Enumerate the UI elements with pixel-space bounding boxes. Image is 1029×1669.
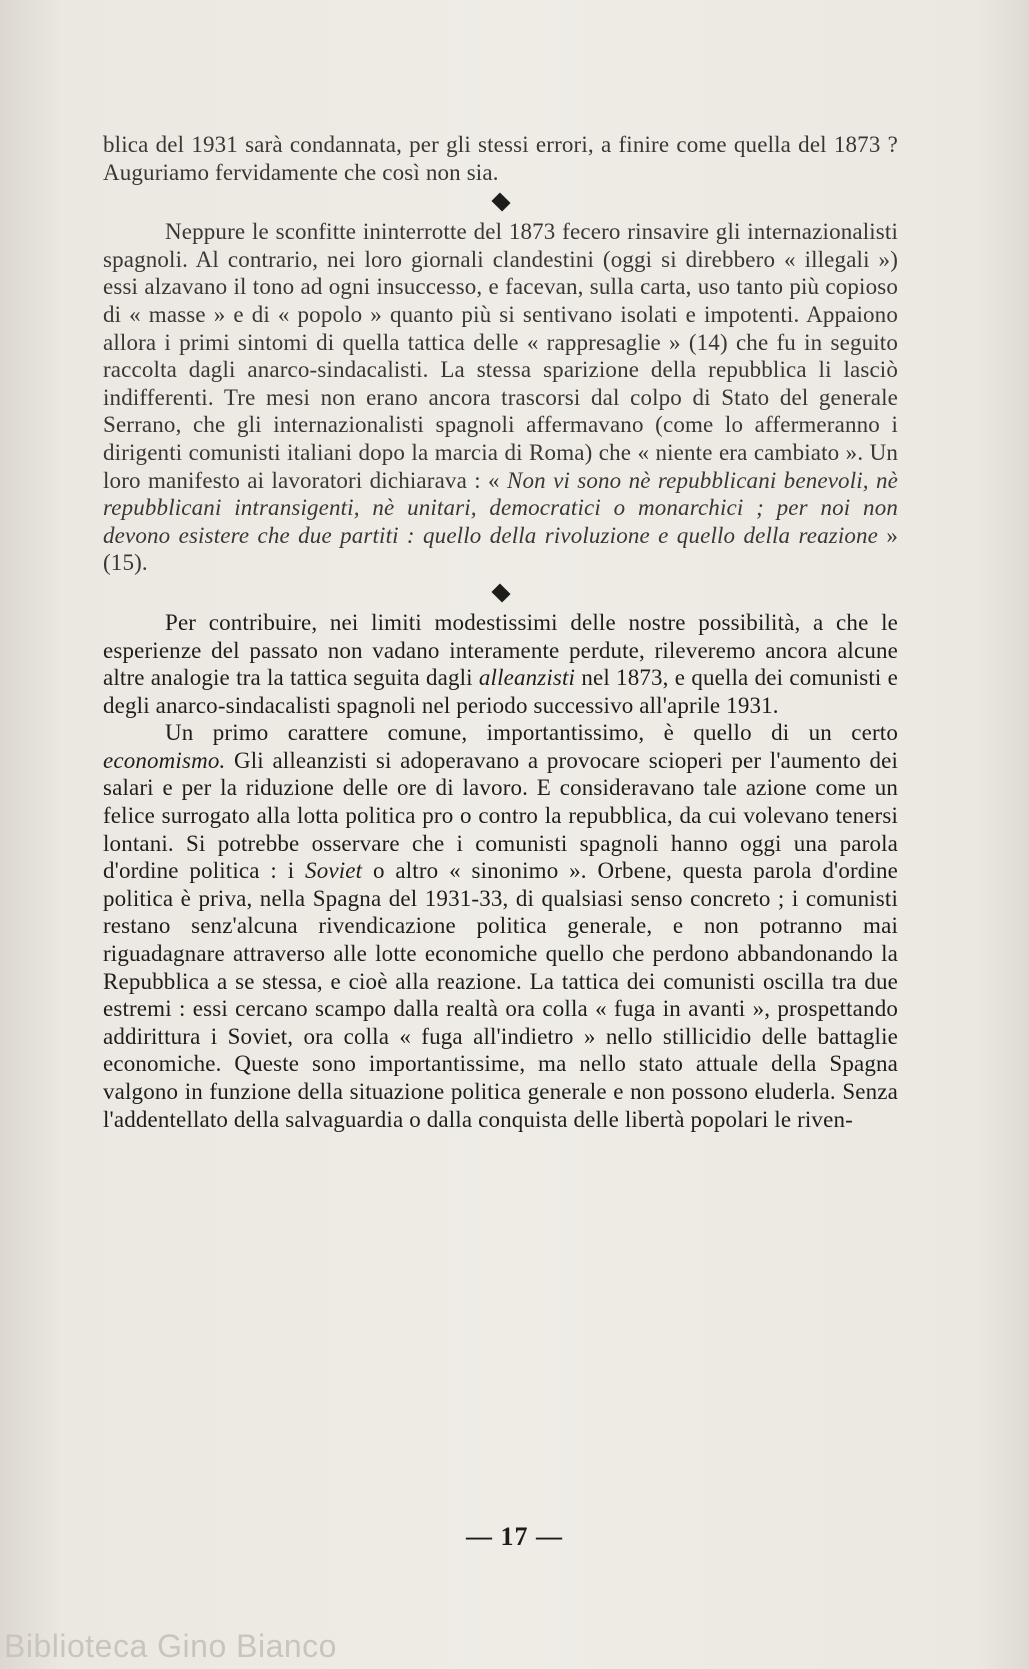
diamond-ornament-icon — [491, 193, 510, 212]
section-separator — [103, 186, 898, 218]
section-separator — [103, 577, 898, 609]
library-watermark: Biblioteca Gino Bianco — [4, 1628, 337, 1664]
paragraph-4: Un primo carattere comune, importantissimo, è quello di un certo economismo. Gli alleanzisti si adoperavano a provocare scioperi per l'aumento dei salari e per la riduzione delle ore di lavoro. E consideravano tale azione come un felice surrogato alla lotta politica pro o contro la repubblica, da cui volevano tenersi lontani. Si potrebbe osservare che i comunisti spagnoli hanno oggi una parola d'ordine politica : i Soviet o altro « sinonimo ». Orbene, questa parola d'ordine politica è priva, nella Spagna del 1931-33, di qualsiasi senso concreto ; i comunisti restano senz'alcuna rivendicazione politica generale, e non potranno mai riguadagnare attraverso alle lotte economiche quello che perdono abbandonando la Repubblica a se stessa, e cioè alla reazione. La tattica dei comunisti oscilla tra due estremi : essi cercano scampo dalla realtà ora colla « fuga in avanti », prospettando addirittura i Soviet, ora colla « fuga all'indietro » nello stillicidio delle battaglie economiche. Queste sono importantissime, ma nello stato attuale della Spagna valgono in funzione della situazione politica generale e non possono eluderla. Senza l'addentellato della salvaguardia o dalla conquista delle libertà popolari le riven- — [103, 720, 899, 1132]
paragraph-3: Per contribuire, nei limiti modestissimi delle nostre possibilità, a che le esperienze del passato non vadano interamente perdute, rileveremo ancora alcune altre analogie tra la tattica seguita dagli alleanzisti nel 1873, e quella dei comunisti e degli anarco-sindacalisti spagnoli nel periodo successivo all'aprile 1931. — [103, 609, 898, 718]
body-text — [103, 131, 898, 1133]
paragraph-2: Neppure le sconfitte ininterrotte del 1873 fecero rinsavire gli internazionalisti spagnoli. Al contrario, nei loro giornali clandestini (oggi si direbbero « illegali ») essi alzavano il tono ad ogni insuccesso, e facevan, sulla carta, uso tanto più copioso di « masse » e di « popolo » quanto più si sentivano isolati e impotenti. Appaiono allora i primi sintomi di quella tattica delle « rappresaglie » (14) che fu in seguito raccolta dagli anarco-sindacalisti. La stessa sparizione della repubblica li lasciò indifferenti. Tre mesi non erano ancora trascorsi dal colpo di Stato del generale Serrano, che gli internazionalisti spagnoli affermavano (come lo affermeranno i dirigenti comunisti italiani dopo la marcia di Roma) che « niente era cambiato ». Un loro manifesto ai lavoratori dichiarava : « Non vi sono nè repubblicani benevoli, nè repubblicani intransigenti, nè unitari, democratici o monarchici ; per noi non devono esistere che due partiti : quello della rivoluzione e quello della reazione » (15). — [103, 219, 898, 576]
paragraph-1: blica del 1931 sarà condannata, per gli stessi errori, a finire come quella del 1873 ? Auguriamo fervidamente che così non sia. — [103, 132, 898, 185]
page-number: — 17 — — [466, 1522, 563, 1551]
quoted-manifesto: Non vi sono nè repubblicani benevoli, nè repubblicani intransigenti, nè unitari, democratici o monarchici ; per noi non devono esistere che due partiti : quello della rivoluzione e quello della reazione — [103, 467, 898, 548]
diamond-ornament-icon — [491, 583, 510, 602]
